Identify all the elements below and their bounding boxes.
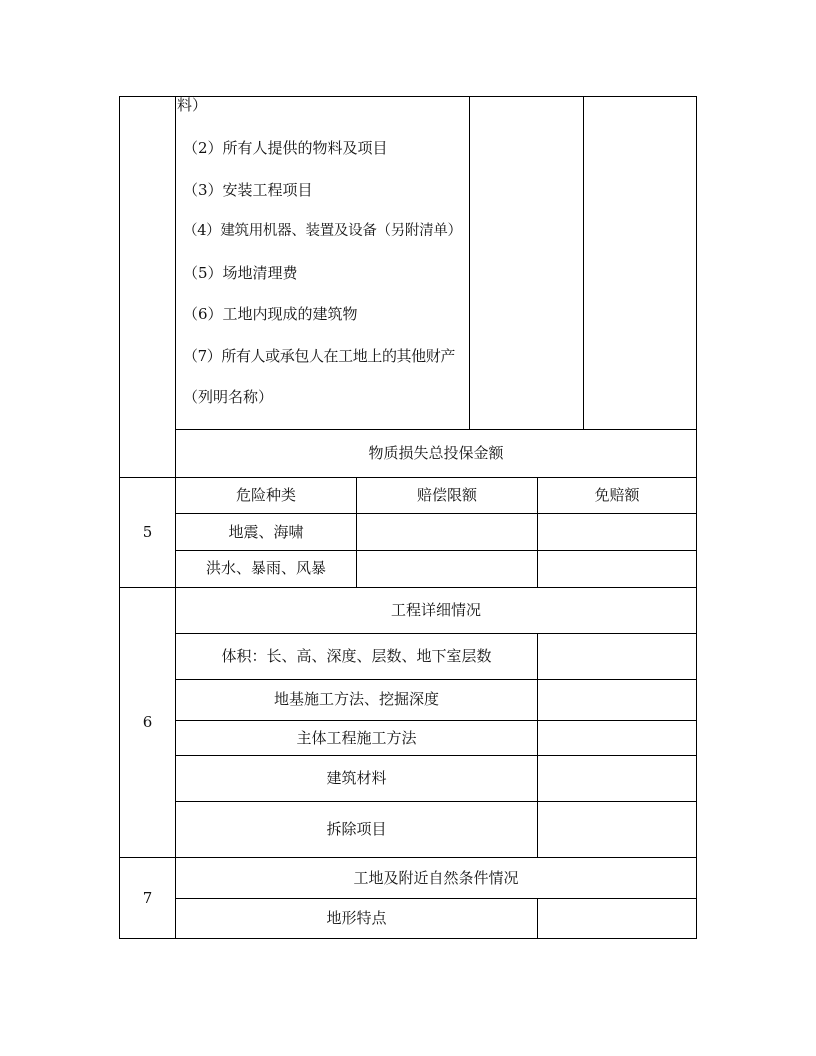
section4-item: （列明名称） [183,388,274,406]
section4-item: （7）所有人或承包人在工地上的其他财产 [183,347,455,365]
section6-row-line-4 [175,755,697,756]
section6-title: 工程详细情况 [390,601,481,619]
section5-row-label: 地震、海啸 [228,523,304,541]
section6-row-label: 建筑材料 [326,769,387,787]
section5-row-line-2 [175,550,697,551]
section4-item: （6）工地内现成的建筑物 [183,305,358,323]
section4-divider-2 [583,96,584,430]
section5-row-label: 洪水、暴雨、风暴 [205,559,326,577]
section7-top [119,857,697,858]
section4-item: （2）所有人提供的物料及项目 [183,139,388,157]
table-border-bottom [119,938,697,939]
section7-row-line-1 [175,898,697,899]
section5-number: 5 [142,523,153,541]
section6-row-line-2 [175,679,697,680]
section4-total-top [175,429,697,430]
section5-header-limit: 赔偿限额 [416,486,477,504]
number-column-divider [175,96,176,939]
section7-number: 7 [142,889,153,907]
section4-item: （4）建筑用机器、装置及设备（另附清单） [183,223,462,239]
section6-row-label: 拆除项目 [326,820,387,838]
table-border-right [696,96,697,939]
section6-row-line-5 [175,801,697,802]
table-border-left [119,96,120,939]
section4-total-label: 物质损失总投保金额 [368,444,504,462]
section4-item: （3）安装工程项目 [183,181,313,199]
section4-item: 料） [177,96,208,114]
section5-header-risk-type: 危险种类 [235,486,296,504]
section7-row-label: 地形特点 [326,909,387,927]
section6-top [119,587,697,588]
section6-row-line-1 [175,633,697,634]
section5-header-deductible: 免赔额 [594,486,640,504]
section6-row-line-3 [175,720,697,721]
section7-title: 工地及附近自然条件情况 [353,869,519,887]
section6-row-label: 体积：长、高、深度、层数、地下室层数 [221,647,492,665]
section4-divider-1 [469,96,470,430]
section5-top [119,477,697,478]
section6-number: 6 [142,713,153,731]
section6-row-label: 地基施工方法、挖掘深度 [273,690,439,708]
section5-row-line-1 [175,513,697,514]
section4-item: （5）场地清理费 [183,264,298,282]
section6-row-label: 主体工程施工方法 [296,729,417,747]
